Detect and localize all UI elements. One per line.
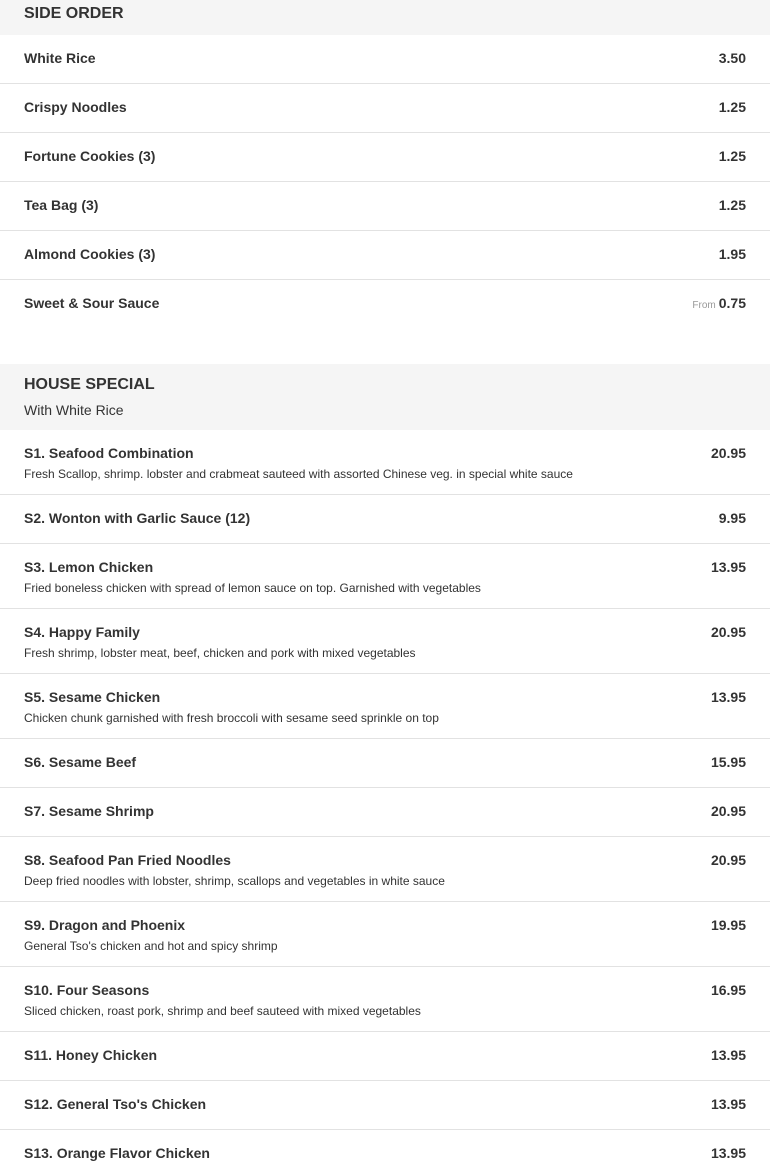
item-name: S7. Sesame Shrimp — [24, 803, 154, 819]
menu-item[interactable] — [0, 544, 770, 609]
item-name: S11. Honey Chicken — [24, 1047, 158, 1063]
item-list — [0, 35, 770, 329]
menu-item[interactable] — [0, 280, 770, 329]
item-name: S3. Lemon Chicken — [24, 559, 154, 575]
menu-item[interactable] — [0, 182, 770, 231]
item-description: General Tso's chicken and hot and spicy shrimp — [24, 939, 278, 953]
item-name: Sweet & Sour Sauce — [24, 295, 160, 311]
item-name: Crispy Noodles — [24, 99, 127, 115]
item-price — [711, 1145, 746, 1161]
price-value: 1.25 — [718, 148, 746, 164]
section-header — [0, 364, 770, 430]
price-value: 13.95 — [710, 1096, 746, 1112]
section-side-order — [0, 0, 770, 329]
item-price — [719, 510, 746, 526]
section-title: HOUSE SPECIAL — [24, 376, 155, 393]
item-name: S9. Dragon and Phoenix — [24, 917, 186, 933]
item-price — [719, 99, 746, 115]
item-name: Almond Cookies (3) — [24, 246, 156, 262]
item-name: S4. Happy Family — [24, 624, 140, 640]
item-price — [711, 624, 746, 640]
menu-item[interactable] — [0, 674, 770, 739]
price-value: 1.25 — [718, 99, 746, 115]
item-price — [711, 917, 746, 933]
item-name: S12. General Tso's Chicken — [24, 1096, 207, 1112]
price-value: 3.50 — [718, 50, 746, 66]
menu-item[interactable] — [0, 837, 770, 902]
item-description: Deep fried noodles with lobster, shrimp, scallops and vegetables in white sauce — [24, 874, 445, 888]
section-house-special — [0, 364, 770, 1170]
price-value: 13.95 — [710, 1145, 746, 1161]
price-value: 16.95 — [710, 982, 746, 998]
menu-item[interactable] — [0, 84, 770, 133]
item-name: S1. Seafood Combination — [24, 445, 194, 461]
item-name: S13. Orange Flavor Chicken — [24, 1145, 210, 1161]
section-subtitle: With White Rice — [24, 402, 124, 418]
menu-item[interactable] — [0, 35, 770, 84]
menu-item[interactable] — [0, 495, 770, 544]
item-description: Chicken chunk garnished with fresh broccoli with sesame seed sprinkle on top — [24, 711, 439, 725]
item-price — [719, 50, 746, 66]
menu-item[interactable] — [0, 231, 770, 280]
menu-item[interactable] — [0, 788, 770, 837]
item-price — [719, 197, 746, 213]
item-name: S6. Sesame Beef — [24, 754, 137, 770]
price-prefix: From — [692, 300, 716, 311]
item-price — [711, 445, 746, 461]
menu-item[interactable] — [0, 430, 770, 495]
price-value: 13.95 — [710, 559, 746, 575]
price-value: 13.95 — [710, 689, 746, 705]
item-name: S10. Four Seasons — [24, 982, 150, 998]
price-value: 19.95 — [710, 917, 746, 933]
menu-item[interactable] — [0, 133, 770, 182]
menu-item[interactable] — [0, 967, 770, 1032]
item-description: Fresh shrimp, lobster meat, beef, chicken and pork with mixed vegetables — [24, 646, 416, 660]
item-price — [711, 1096, 746, 1112]
item-name: S8. Seafood Pan Fried Noodles — [24, 852, 231, 868]
item-name: Tea Bag (3) — [24, 197, 99, 213]
item-name: White Rice — [24, 50, 96, 66]
menu-item[interactable] — [0, 609, 770, 674]
menu-item[interactable] — [0, 1032, 770, 1081]
menu-item[interactable] — [0, 902, 770, 967]
item-price — [711, 689, 746, 705]
item-name: Fortune Cookies (3) — [24, 148, 156, 164]
item-price — [711, 852, 746, 868]
price-value: 1.95 — [718, 246, 746, 262]
price-value: 20.95 — [710, 803, 746, 819]
price-value: 20.95 — [710, 852, 746, 868]
item-price — [719, 246, 746, 262]
item-list — [0, 430, 770, 1170]
item-price — [711, 1047, 746, 1063]
item-description: Sliced chicken, roast pork, shrimp and beef sauteed with mixed vegetables — [24, 1004, 421, 1018]
price-value: 20.95 — [710, 624, 746, 640]
menu-item[interactable] — [0, 1130, 770, 1170]
menu-item[interactable] — [0, 1081, 770, 1130]
item-price — [719, 148, 746, 164]
price-value: 1.25 — [718, 197, 746, 213]
section-title: SIDE ORDER — [24, 5, 124, 22]
price-value: 20.95 — [710, 445, 746, 461]
price-value: 15.95 — [710, 754, 746, 770]
price-value: 9.95 — [718, 510, 746, 526]
item-price — [711, 982, 746, 998]
item-price — [692, 295, 746, 314]
item-description: Fried boneless chicken with spread of lemon sauce on top. Garnished with vegetables — [24, 581, 481, 595]
item-description: Fresh Scallop, shrimp. lobster and crabmeat sauteed with assorted Chinese veg. in special white sauce — [24, 467, 573, 481]
price-value: 13.95 — [710, 1047, 746, 1063]
item-price — [711, 803, 746, 819]
item-price — [711, 754, 746, 770]
price-value: 0.75 — [718, 295, 746, 311]
item-name: S5. Sesame Chicken — [24, 689, 161, 705]
section-header — [0, 0, 770, 35]
item-name: S2. Wonton with Garlic Sauce (12) — [24, 510, 251, 526]
menu-item[interactable] — [0, 739, 770, 788]
item-price — [711, 559, 746, 575]
